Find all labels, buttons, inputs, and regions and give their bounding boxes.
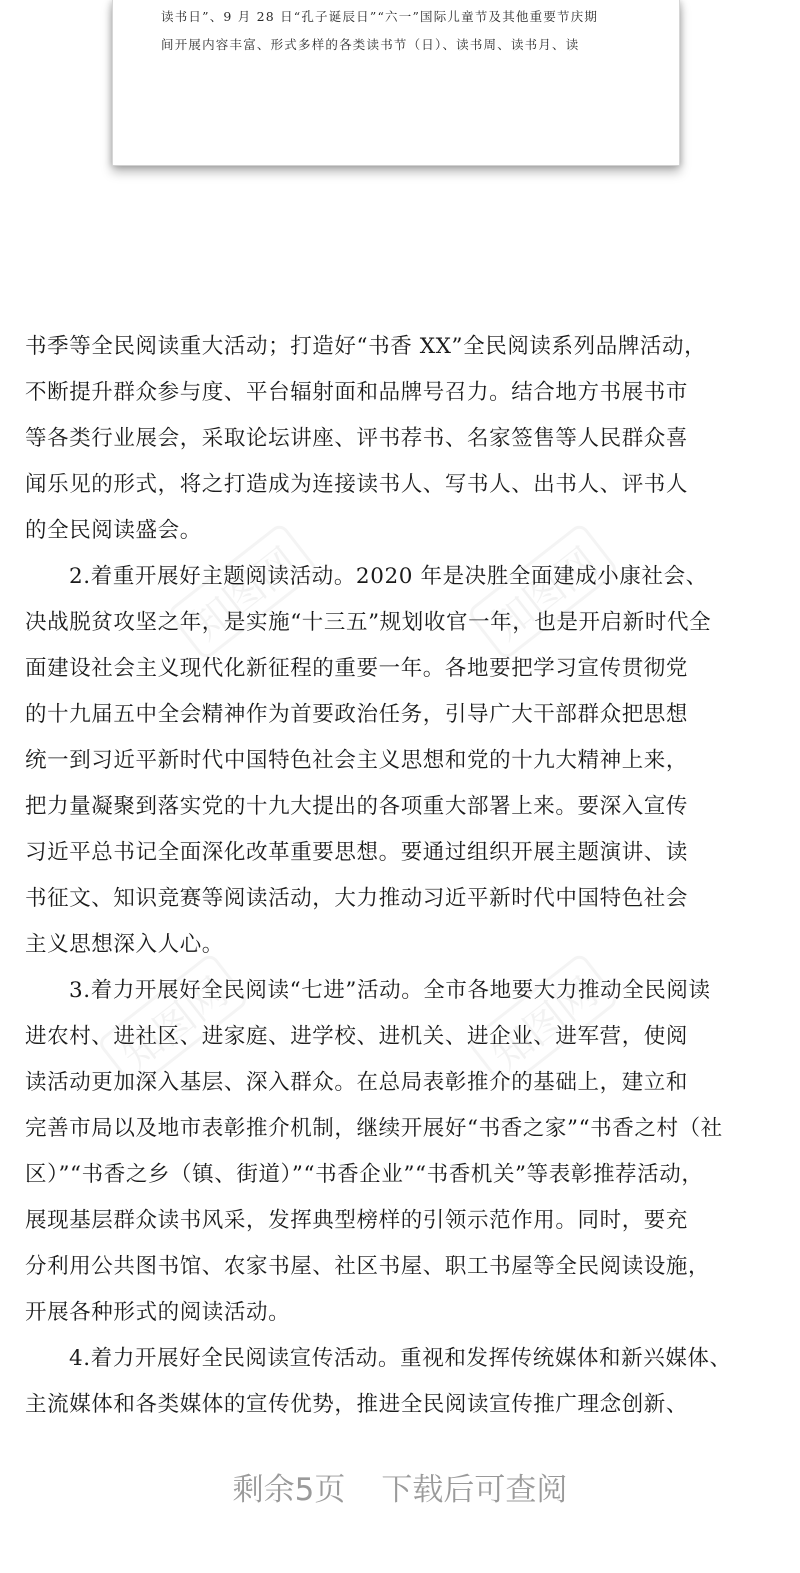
text-line: 主流媒体和各类媒体的宣传优势，推进全民阅读宣传推广理念创新、 xyxy=(25,1392,689,1417)
text-line: 展现基层群众读书风采，发挥典型榜样的引领示范作用。同时，要充 xyxy=(25,1208,689,1233)
text-line: 不断提升群众参与度、平台辐射面和品牌号召力。结合地方书展书市 xyxy=(25,380,689,405)
text-line: 完善市局以及地市表彰推介机制，继续开展好“书香之家”“书香之村（社 xyxy=(25,1116,723,1141)
text-line: 分利用公共图书馆、农家书屋、社区书屋、职工书屋等全民阅读设施， xyxy=(25,1254,711,1279)
watermark: 知图网 xyxy=(466,952,620,1092)
document-body xyxy=(25,324,785,1428)
text-line: 的十九届五中全会精神作为首要政治任务，引导广大干部群众把思想 xyxy=(25,702,689,727)
text-line: 主义思想深入人心。 xyxy=(25,932,224,957)
text-line: 3.着力开展好全民阅读“七进”活动。全市各地要大力推动全民阅读 xyxy=(69,978,711,1003)
text-line: 2.着重开展好主题阅读活动。2020 年是决胜全面建成小康社会、 xyxy=(69,564,708,589)
text-line: 决战脱贫攻坚之年，是实施“十三五”规划收官一年，也是开启新时代全 xyxy=(25,610,712,635)
watermark: 知图网 xyxy=(466,522,620,662)
text-line: 闻乐见的形式，将之打造成为连接读书人、写书人、出书人、评书人 xyxy=(25,472,689,497)
text-line: 等各类行业展会，采取论坛讲座、评书荐书、名家签售等人民群众喜 xyxy=(25,426,689,451)
text-line: 4.着力开展好全民阅读宣传活动。重视和发挥传统媒体和新兴媒体、 xyxy=(69,1346,732,1371)
text-line: 统一到习近平新时代中国特色社会主义思想和党的十九大精神上来， xyxy=(25,748,689,773)
watermark: 知图网 xyxy=(166,522,320,662)
text-line: 把力量凝聚到落实党的十九大提出的各项重大部署上来。要深入宣传 xyxy=(25,794,689,819)
watermark: 知图网 xyxy=(96,952,250,1092)
text-line: 区）”“书香之乡（镇、街道）”“书香企业”“书香机关”等表彰推荐活动， xyxy=(25,1162,704,1187)
text-line: 书季等全民阅读重大活动；打造好“书香 XX”全民阅读系列品牌活动， xyxy=(25,334,707,359)
text-line: 读活动更加深入基层、深入群众。在总局表彰推介的基础上，建立和 xyxy=(25,1070,689,1095)
preview-line-1: 读书日”、9 月 28 日“孔子诞辰日”“六一”国际儿童节及其他重要节庆期 xyxy=(161,9,599,24)
text-line: 习近平总书记全面深化改革重要思想。要通过组织开展主题演讲、读 xyxy=(25,840,689,865)
text-line: 的全民阅读盛会。 xyxy=(25,518,202,543)
text-line: 面建设社会主义现代化新征程的重要一年。各地要把学习宣传贯彻党 xyxy=(25,656,689,681)
text-line: 进农村、进社区、进家庭、进学校、进机关、进企业、进军营，使阅 xyxy=(25,1024,689,1049)
text-line: 书征文、知识竞赛等阅读活动，大力推动习近平新时代中国特色社会 xyxy=(25,886,689,911)
remaining-pages-label: 剩余5页 xyxy=(232,1472,346,1508)
download-prompt-label: 下载后可查阅 xyxy=(381,1472,568,1508)
download-to-read-more-button[interactable] xyxy=(0,1460,800,1520)
preview-line-2: 间开展内容丰富、形式多样的各类读书节（日）、读书周、读书月、读 xyxy=(161,37,580,52)
text-line: 开展各种形式的阅读活动。 xyxy=(25,1300,291,1325)
previous-page-preview xyxy=(112,0,680,166)
